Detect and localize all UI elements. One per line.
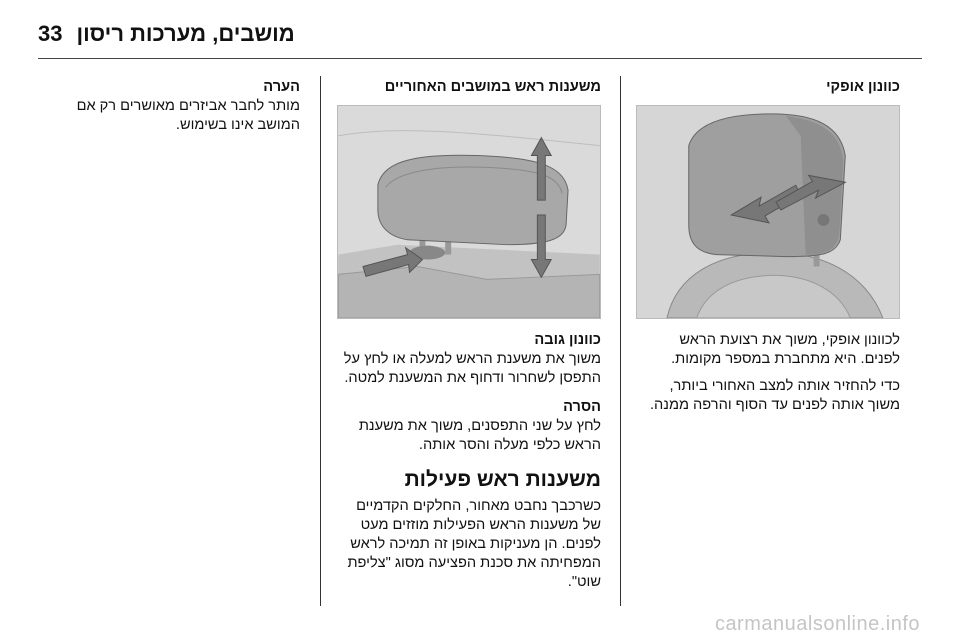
- headrest-horizontal-figure: [636, 105, 900, 319]
- removal-heading: הסרה: [563, 399, 601, 415]
- column-horizontal-adjustment: [636, 78, 900, 415]
- height-adjustment-heading: כוונון גובה: [534, 332, 601, 348]
- horizontal-adjustment-text: לכוונון אופקי, משוך את רצועת הראש לפנים. היא מתחברת במספר מקומות.: [671, 332, 900, 367]
- watermark: carmanualsonline.info: [714, 613, 920, 635]
- horizontal-reset-text: כדי להחזיר אותה למצב האחורי ביותר, משוך אותה לפנים עד הסוף והרפה ממנה.: [649, 378, 900, 413]
- note-heading: הערה: [263, 79, 300, 95]
- note-text: מותר לחבר אביזרים מאושרים רק אם המושב אינו בשימוש.: [76, 98, 300, 133]
- column-rear-headrests: [337, 78, 601, 592]
- rear-headrest-figure: [337, 105, 601, 319]
- page-header: [38, 18, 922, 50]
- section-heading-horizontal: כוונון אופקי: [826, 79, 900, 95]
- section-heading-rear-headrests: משענות ראש במושבים האחוריים: [384, 79, 601, 95]
- column-divider-right: [620, 76, 621, 606]
- removal-text: לחץ על שני התפסנים, משוך את משענת הראש כלפי מעלה והסר אותה.: [358, 418, 601, 453]
- height-adjustment-text: משוך את משענת הראש למעלה או לחץ על התפסן לשחרור ודחוף את המשענת למטה.: [343, 351, 601, 386]
- active-headrests-text: כשרכבך נחבט מאחור, החלקים הקדמיים של משענות הראש הפעילות מוזזים מעט לפנים. הן מעניקות באופן זה תמיכה לראש המפחיתה את סכנת הפציעה מסוג "צליפת שוט".: [347, 498, 601, 590]
- column-divider-left: [320, 76, 321, 606]
- active-headrests-heading: משענות ראש פעילות: [404, 468, 601, 491]
- page-number: 33: [38, 21, 63, 46]
- rear-headrest-illustration: [338, 106, 600, 318]
- headrest-horizontal-illustration: [637, 106, 899, 318]
- header-rule: [38, 58, 922, 59]
- chapter-title: מושבים, מערכות ריסון: [76, 21, 295, 46]
- column-note: [38, 78, 300, 135]
